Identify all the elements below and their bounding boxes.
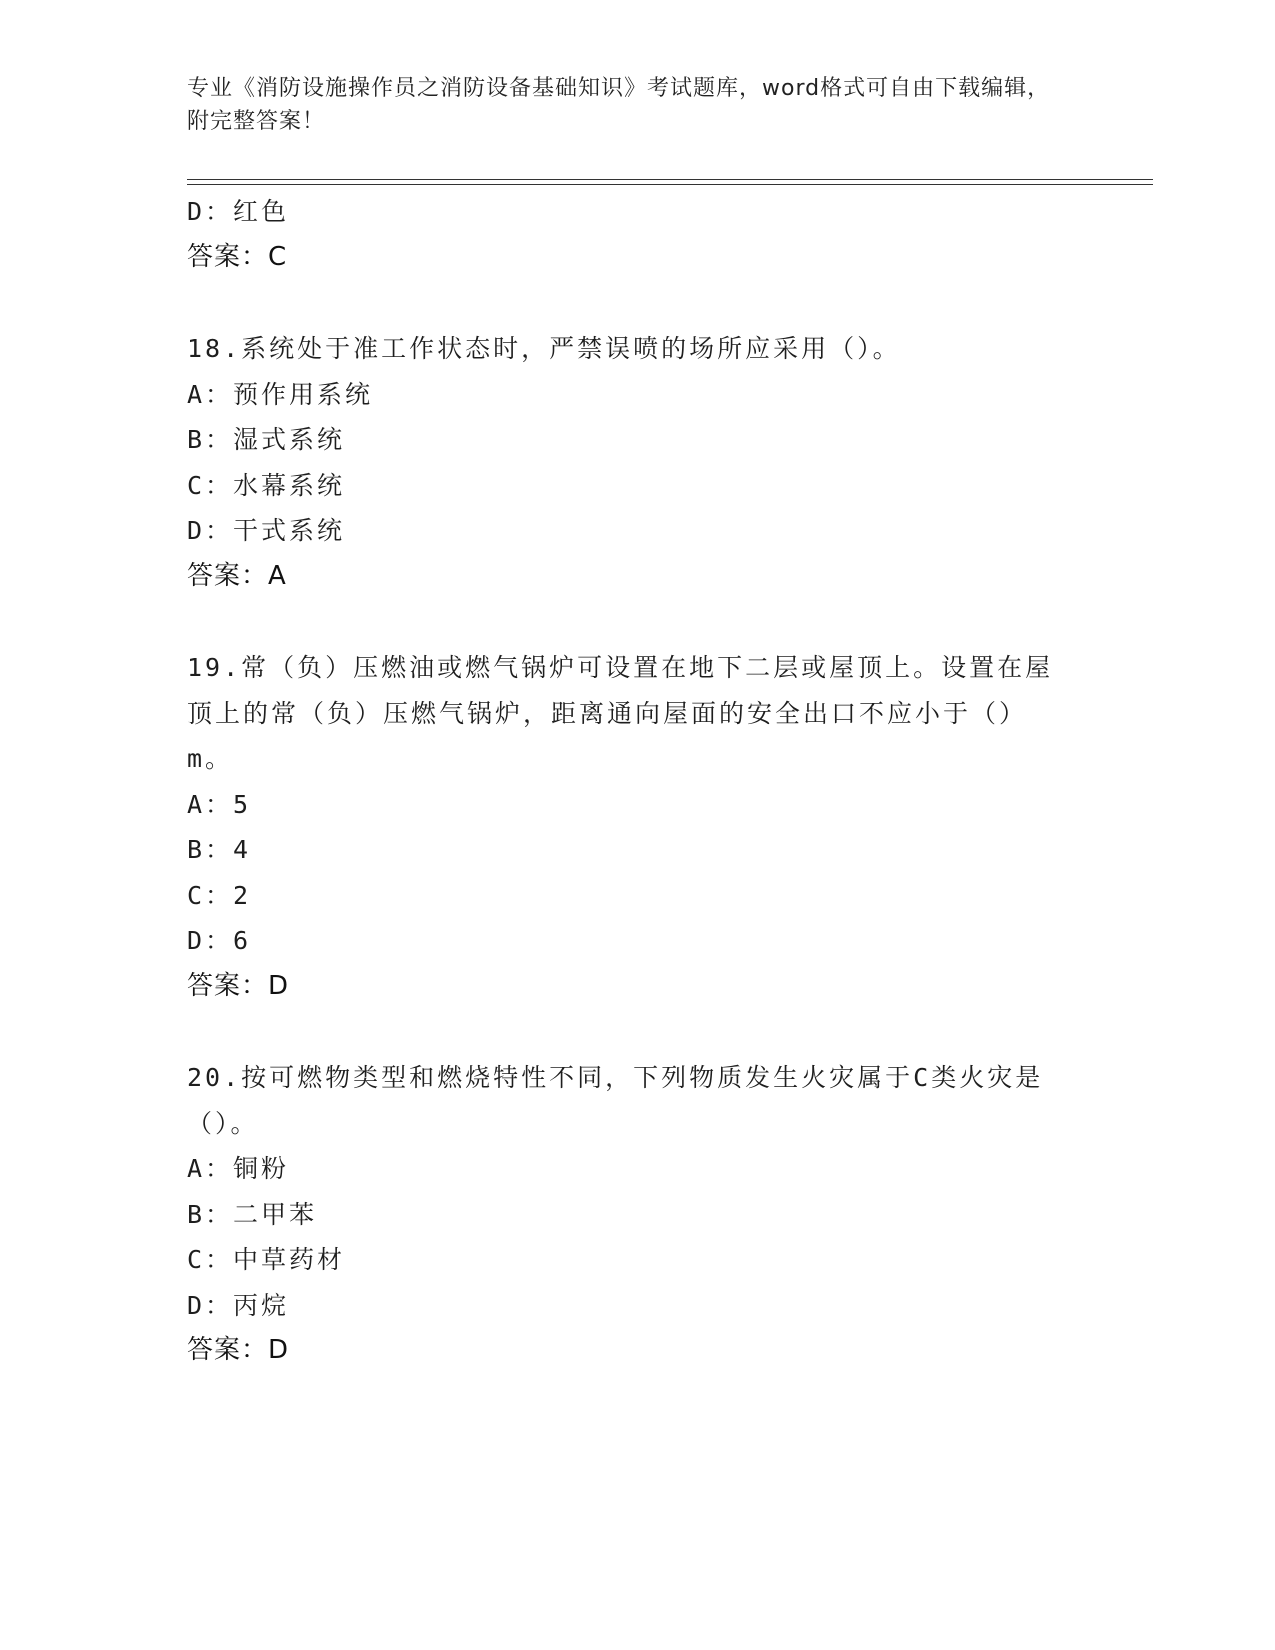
question-spacer (187, 1009, 1087, 1055)
option-b: B：4 (187, 835, 252, 864)
question-spacer (187, 280, 1087, 326)
question-text: 18.系统处于准工作状态时，严禁误喷的场所应采用（）。 (187, 334, 901, 363)
question-spacer (187, 599, 1087, 645)
option-d: D：干式系统 (187, 516, 346, 545)
question-list (187, 189, 1087, 1374)
option-c: C：水幕系统 (187, 470, 346, 500)
option-d: D：红色 (187, 197, 290, 226)
option-c: C：2 (187, 880, 252, 910)
answer-line: 答案：A (187, 560, 287, 591)
question-text: 19.常（负）压燃油或燃气锅炉可设置在地下二层或屋顶上。设置在屋顶上的常（负）压燃气锅炉，距离通向屋面的安全出口不应小于（）m。 (187, 653, 1054, 773)
question-text: 20.按可燃物类型和燃烧特性不同，下列物质发生火灾属于C类火灾是（）。 (187, 1063, 1044, 1138)
header-divider-bottom (187, 184, 1153, 185)
document-header: 专业《消防设施操作员之消防设备基础知识》考试题库，word格式可自由下载编辑，附完整答案！ (187, 76, 1051, 134)
header-divider-top (187, 179, 1153, 180)
option-c: C：中草药材 (187, 1245, 346, 1274)
answer-line: 答案：D (187, 970, 290, 1001)
option-b: B：二甲苯 (187, 1199, 318, 1229)
option-d: D：6 (187, 926, 252, 955)
option-b: B：湿式系统 (187, 425, 346, 454)
option-a: A：铜粉 (187, 1154, 290, 1183)
answer-line: 答案：C (187, 241, 288, 272)
option-a: A：5 (187, 789, 252, 819)
option-d: D：丙烷 (187, 1290, 290, 1320)
answer-line: 答案：D (187, 1335, 290, 1365)
option-a: A：预作用系统 (187, 379, 374, 409)
